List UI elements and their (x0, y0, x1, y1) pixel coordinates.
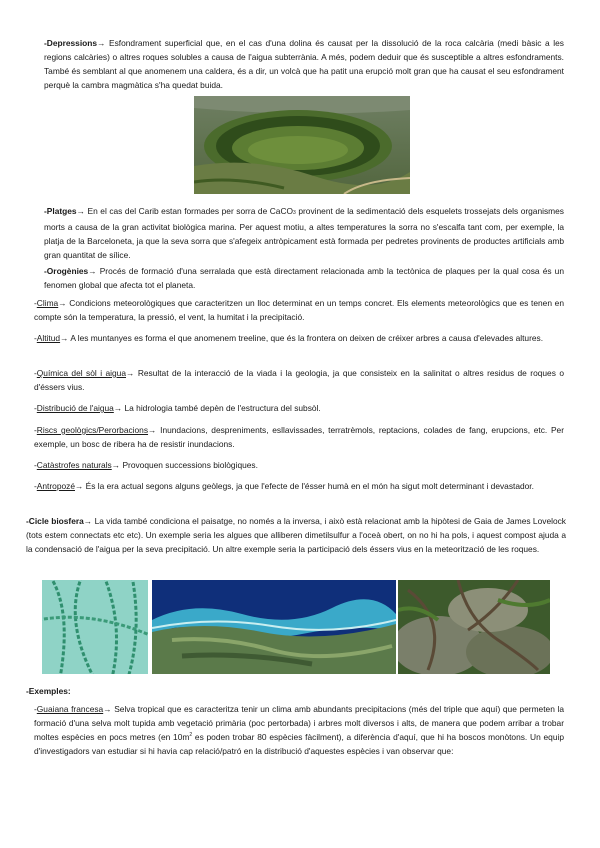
platges-text-1: En el cas del Carib estan formades per sorra de CaCO (84, 206, 294, 216)
factor-riscs (34, 423, 564, 451)
factor-term: Química del sòl i aigua (36, 368, 126, 378)
coral-reef-satellite-photo (152, 580, 396, 674)
factor-text: Provoquen successions biològiques. (120, 460, 258, 470)
arrow-icon: → (60, 333, 69, 343)
factor-dash: - (34, 298, 37, 308)
factor-text: És la era actual segons alguns geòlegs, ja que l'efecte de l'ésser humà en el món ha sigut molt determinant i devastador. (83, 481, 534, 491)
roots-on-rocks-photo (398, 580, 550, 674)
arrow-icon: → (76, 206, 85, 216)
depressions-text: Esfondrament superficial que, en el cas d'una dolina és causat per la dissolució de la roca calcària (medi bàsic a les regions calcàries) o altres roques solubles a causa de l'aigua subterrània. A més, podem deduir que és susceptible a altres esfondraments. També és semblant al que anomenem una caldera, és a dir, un volcà que ha patit una erupció molt gran que ha causat el seu esfondrament perquè la cambra magmàtica s'ha quedat buida. (44, 38, 564, 90)
arrow-icon: → (113, 403, 123, 413)
arrow-icon: → (74, 481, 84, 491)
guaiana-dash: - (34, 704, 37, 714)
factor-term: Catàstrofes naturals (36, 460, 112, 470)
depressions-paragraph (44, 36, 564, 92)
factor-antropoze (34, 479, 564, 493)
platges-paragraph (44, 204, 564, 262)
orogenies-term: -Orogènies (44, 266, 89, 276)
factor-distribucio (34, 401, 564, 415)
depressions-term: -Depressions (44, 38, 98, 48)
arrow-icon: → (148, 425, 157, 435)
guaiana-text-1: Selva tropical que es caracteritza tenir un clima amb abundants precipitacions (més del triple que aquí) que permeten la formació d'una selva molt tupida amb vegetació primària (poc pertorbada) i arbres molt diversos i alts, de manera que podem arribar a trobar moltes espècies en pocs metres (en 10m (34, 704, 564, 742)
factor-text: Resultat de la interacció de la viada i la geologia, ja que consisteix en la salinitat o altres residus de roques o d'éssers vius. (34, 368, 564, 392)
coral-reef-satellite-illustration (152, 580, 396, 674)
guaiana-text-2: es poden trobar 80 espècies fàcilment), a diferència d'aquí, que hi ha boscos monòtons. Un equip d'investigadors van estudiar si hi havia cap relació/patró en la distribució d'aquestes espècies i van observar que: (34, 732, 564, 756)
factor-term: Distribució de l'aigua (36, 403, 114, 413)
exemples-heading: -Exemples: (26, 686, 71, 696)
cicle-paragraph (26, 514, 566, 556)
factor-dash: - (34, 403, 37, 413)
sinkhole-photo-illustration (194, 96, 410, 194)
arrow-icon: → (97, 38, 106, 48)
factor-dash: - (34, 368, 37, 378)
factor-text: Inundacions, despreniments, esllavissades, terratrèmols, reptacions, colades de fang, erupcions, etc. Per exemple, un bosc de ribera ha de resistir inundacions. (34, 425, 564, 449)
cicle-text: La vida també condiciona el paisatge, no només a la inversa, i això està relacionat amb la hipòtesi de Gaia de James Lovelock (tots estem connectats etc etc). Un exemple seria les algues que alliberen dimetilsulfur a l'oceà obert, on no hi ha pols, i aquest compost ajuda a la condensació de l'aigua per la seva precipitació. Un altre exemple seria la participació dels éssers vius en la meteorització de les roques. (26, 516, 566, 554)
factor-dash: - (34, 481, 37, 491)
orogenies-paragraph (44, 264, 564, 292)
factor-quimica (34, 366, 564, 394)
guaiana-paragraph (34, 702, 564, 758)
arrow-icon: → (58, 298, 67, 308)
roots-on-rocks-illustration (398, 580, 550, 674)
cicle-term: -Cicle biosfera (26, 516, 84, 526)
arrow-icon: → (111, 460, 121, 470)
factor-altitud (34, 331, 564, 345)
platges-subscript: 3 (293, 210, 296, 216)
arrow-icon: → (103, 704, 112, 714)
platges-term: -Platges (44, 206, 77, 216)
arrow-icon: → (88, 266, 97, 276)
arrow-icon: → (83, 516, 93, 526)
orogenies-text: Procés de formació d'una serralada que està directament relacionada amb la tectònica de plaques per la qual cosa és un fenomen global que afecta tot el planeta. (44, 266, 564, 290)
factor-text: A les muntanyes es forma el que anomenem treeline, que és la frontera on deixen de créixer arbres a causa d'elevades altures. (68, 333, 544, 343)
factor-term: Riscs geològics/Perorbacions (36, 425, 149, 435)
factor-term: Antropozé (36, 481, 75, 491)
factor-term: Clima (36, 298, 59, 308)
platges-text-2: provinent de la sedimentació dels esquelets trossejats dels organismes morts a causa de la gran activitat biològica marina. Per aquest motiu, a altes temperatures la sorra no s'escalfa tant com, per exemple, la platja de la Barceloneta, ja que la seva sorra que s'afegeix antròpicament està formada per pedretes provinents de productes artificials amb gran quantitat de sílice. (44, 206, 564, 260)
factor-text: Condicions meteorològiques que caracteritzen un lloc determinat en un temps concret. Els elements meteorològics que es tenen en compte són la temperatura, la pressió, el vent, la humitat i la precipitació. (34, 298, 564, 322)
factor-catastrofes (34, 458, 564, 472)
factor-term: Altitud (36, 333, 61, 343)
arrow-icon: → (126, 368, 135, 378)
factor-text: La hidrologia també depèn de l'estructura del subsòl. (122, 403, 321, 413)
guaiana-term: Guaiana francesa (36, 704, 104, 714)
factor-clima (34, 296, 564, 324)
factor-dash: - (34, 460, 37, 470)
sinkhole-photo (194, 96, 410, 194)
factor-dash: - (34, 333, 37, 343)
guaiana-superscript: 2 (189, 732, 193, 739)
algae-photo (42, 580, 148, 674)
algae-photo-illustration (42, 580, 148, 674)
factor-dash: - (34, 425, 37, 435)
